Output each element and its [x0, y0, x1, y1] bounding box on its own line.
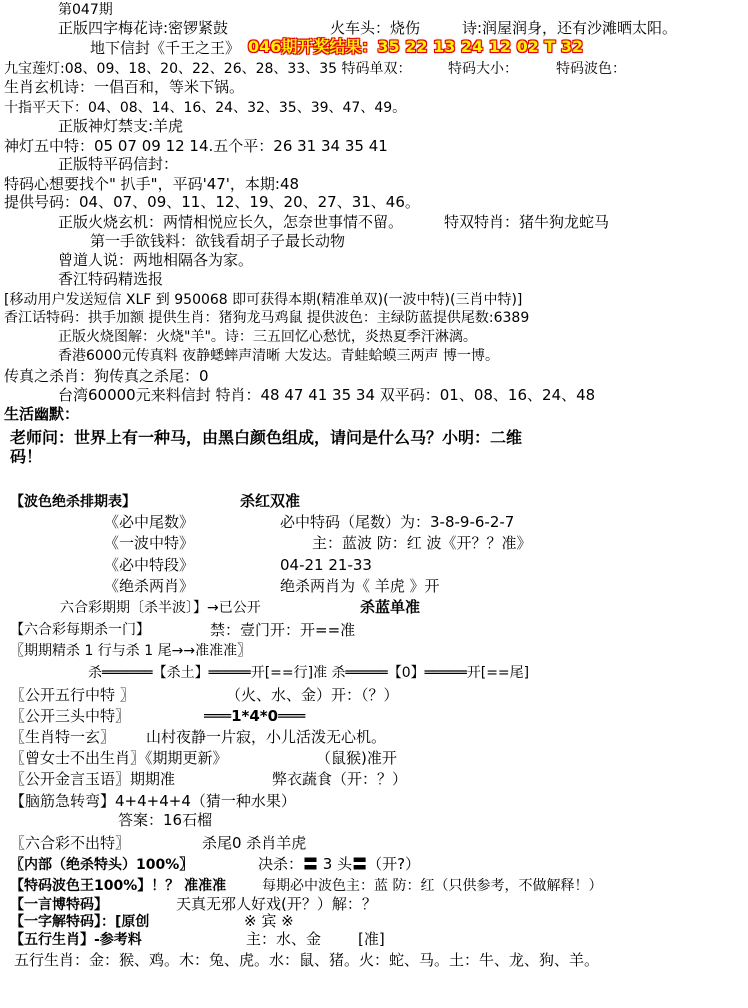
fax-kill: 传真之杀肖：狗传真之杀尾：0: [4, 367, 209, 385]
ten-fingers: 十指平天下：04、08、14、16、24、32、35、39、47、49。: [4, 100, 407, 116]
kill-door-value: 禁：壹门开：开==准: [210, 621, 356, 639]
humor-title: 生活幽默：: [4, 405, 80, 423]
joke-line-1: 老师问：世界上有一种马，由黑白颜色组成，请问是什么马？小明：二维: [10, 428, 523, 447]
brain-teaser: 【脑筋急转弯】4+4+4+4（猜一种水果）: [10, 792, 296, 810]
pickpocket-line: 特码心想要找个" 扒手"，平码'47'，本期:48: [4, 175, 300, 193]
hk-fax: 香港6000元传真料 夜静蟋蟀声清晰 大发达。青蛙蛤蟆三两声 博一博。: [58, 348, 499, 364]
provided-numbers: 提供号码：04、07、09、11、12、19、20、27、31、46。: [4, 193, 420, 211]
color-table-title: 【波色绝杀排期表】: [10, 494, 136, 510]
god-lamp-five: 神灯五中特：05 07 09 12 14.五个平：26 31 34 35 41: [4, 137, 388, 155]
three-heads-label: 〖公开三头中特〗: [10, 707, 131, 725]
zodiac-mystery-value: 山村夜静一片寂，小儿活泼无心机。: [146, 728, 387, 746]
five-elem-zodiac-sure: [准]: [358, 930, 385, 948]
must-tail-label: 《必中尾数》: [104, 513, 195, 531]
no-special-value: 杀尾0 杀肖羊虎: [202, 834, 307, 852]
precise-kill: 〖期期精杀 1 行与杀 1 尾→→准准准〗: [10, 643, 252, 659]
zeng-says: 曾道人说：两地相隔各为家。: [58, 251, 254, 269]
golden-words-label: 〖公开金言玉语〗期期准: [10, 770, 176, 788]
one-char-value: ※ 宾 ※: [244, 912, 294, 930]
one-word-bet-value: 天真无邪人好戏(开？）解：？: [176, 895, 377, 913]
envelope-title: 正版特平码信封：: [58, 155, 179, 173]
zodiac-poem: 生肖玄机诗：一倡百和，等米下锅。: [4, 78, 245, 96]
nine-lotus-line: 九宝莲灯:08、09、18、20、22、26、28、33、35 特码单双：: [4, 61, 412, 77]
inner-kill-label: 〖内部（绝杀特头）100%〗: [10, 857, 194, 873]
fire-head: 火车头：烧伤: [330, 19, 421, 37]
size-label: 特码大小：: [448, 61, 518, 77]
fire-diagram: 正版火烧图解：火烧"羊"。诗：三五回忆心愁忧，炎热夏季汗淋漓。: [58, 329, 477, 345]
one-wave-label: 《一波中特》: [104, 534, 195, 552]
five-elements-label: 〖公开五行中特 〗: [10, 686, 135, 704]
double-zodiac: 特双特肖：猪牛狗龙蛇马: [444, 213, 610, 231]
one-char-label: 【一字解特码】：[原创: [10, 914, 150, 930]
hk-special: 香江话特码：拱手加额 提供生肖：猪狗龙马鸡鼠 提供波色：主绿防蓝提供尾数:6389: [4, 310, 530, 326]
inner-kill-value: 决杀：〓 3 头〓（开?）: [258, 855, 421, 873]
result-banner: 046期开奖结果：35 22 13 24 12 02 T 32: [248, 37, 584, 56]
sms-promo: [移动用户发送短信 XLF 到 950068 即可获得本期(精准单双)(一波中特)(三肖中特)]: [4, 292, 523, 308]
underground-envelope: 地下信封《千王之王》: [90, 39, 241, 57]
wave-king-value: 每期必中波色主：蓝 防：红（只供参考，不做解释！）: [262, 878, 603, 894]
kill-blue: 杀蓝单准: [360, 598, 421, 616]
hk-select: 香江特码精选报: [58, 270, 164, 288]
must-tail-value: 必中特码（尾数）为：3-8-9-6-2-7: [280, 513, 515, 531]
kill-two-value: 绝杀两肖为《 羊虎 》开: [280, 577, 440, 595]
kill-two-label: 《绝杀两肖》: [104, 577, 195, 595]
kill-door-label: 【六合彩每期杀一门】: [10, 622, 150, 638]
fire-mystery: 正版火烧玄机：两情相悦应长久，怎奈世事情不留。: [58, 213, 404, 231]
one-wave-value: 主：蓝波 防：红 波《开？？准》: [312, 534, 532, 552]
issue-label: 第047期: [58, 2, 113, 18]
one-word-bet-label: 【一言博特码】: [10, 897, 108, 913]
zodiac-mystery-label: 〖生肖特一玄〗: [10, 728, 116, 746]
first-hand: 第一手欲钱料：欲钱看胡子子最长动物: [90, 232, 346, 250]
taiwan-envelope: 台湾60000元来料信封 特肖：48 47 41 35 34 双平码：01、08、16、24、48: [58, 386, 596, 404]
five-elem-zodiac-list: 五行生肖：金：猴、鸡。木：兔、虎。水：鼠、猪。火：蛇、马。土：牛、龙、狗、羊。: [14, 951, 600, 969]
ms-zeng-value: （鼠猴)准开: [316, 749, 397, 767]
kill-red: 杀红双准: [240, 492, 301, 510]
wave-king-label: 【特码波色王100%】！？ 准准准: [10, 878, 227, 894]
color-label: 特码波色：: [556, 61, 626, 77]
kill-earth-zero: 杀══════【杀土】═════开[==行]准 杀═════【0】═════开[==尾]: [88, 665, 530, 681]
five-elem-zodiac-main: 主：水、金: [246, 930, 322, 948]
five-elem-zodiac-label: 【五行生肖】-参考料: [10, 932, 142, 948]
god-lamp-ban: 正版神灯禁支:羊虎: [58, 117, 184, 135]
half-wave-label: 六合彩期期〔杀半波〕】→已公开: [60, 600, 261, 616]
golden-words-value: 弊衣蔬食（开：？）: [272, 770, 408, 788]
plum-poem: 正版四字梅花诗:密锣紧鼓: [58, 19, 229, 37]
no-special-label: 〖六合彩不出特〗: [10, 834, 131, 852]
ms-zeng-label: 〖曾女士不出生肖〗《期期更新》: [10, 749, 228, 767]
joke-line-2: 码！: [10, 447, 43, 466]
three-heads-value: ═══1*4*0═══: [204, 707, 306, 725]
five-elements-value: （火、水、金）开：（？）: [226, 686, 399, 704]
brain-teaser-answer: 答案：16石榴: [118, 811, 213, 829]
poem-line: 诗:润屋润身，还有沙滩晒太阳。: [462, 19, 678, 37]
segment-label: 《必中特段》: [104, 556, 195, 574]
segment-value: 04-21 21-33: [280, 556, 372, 574]
